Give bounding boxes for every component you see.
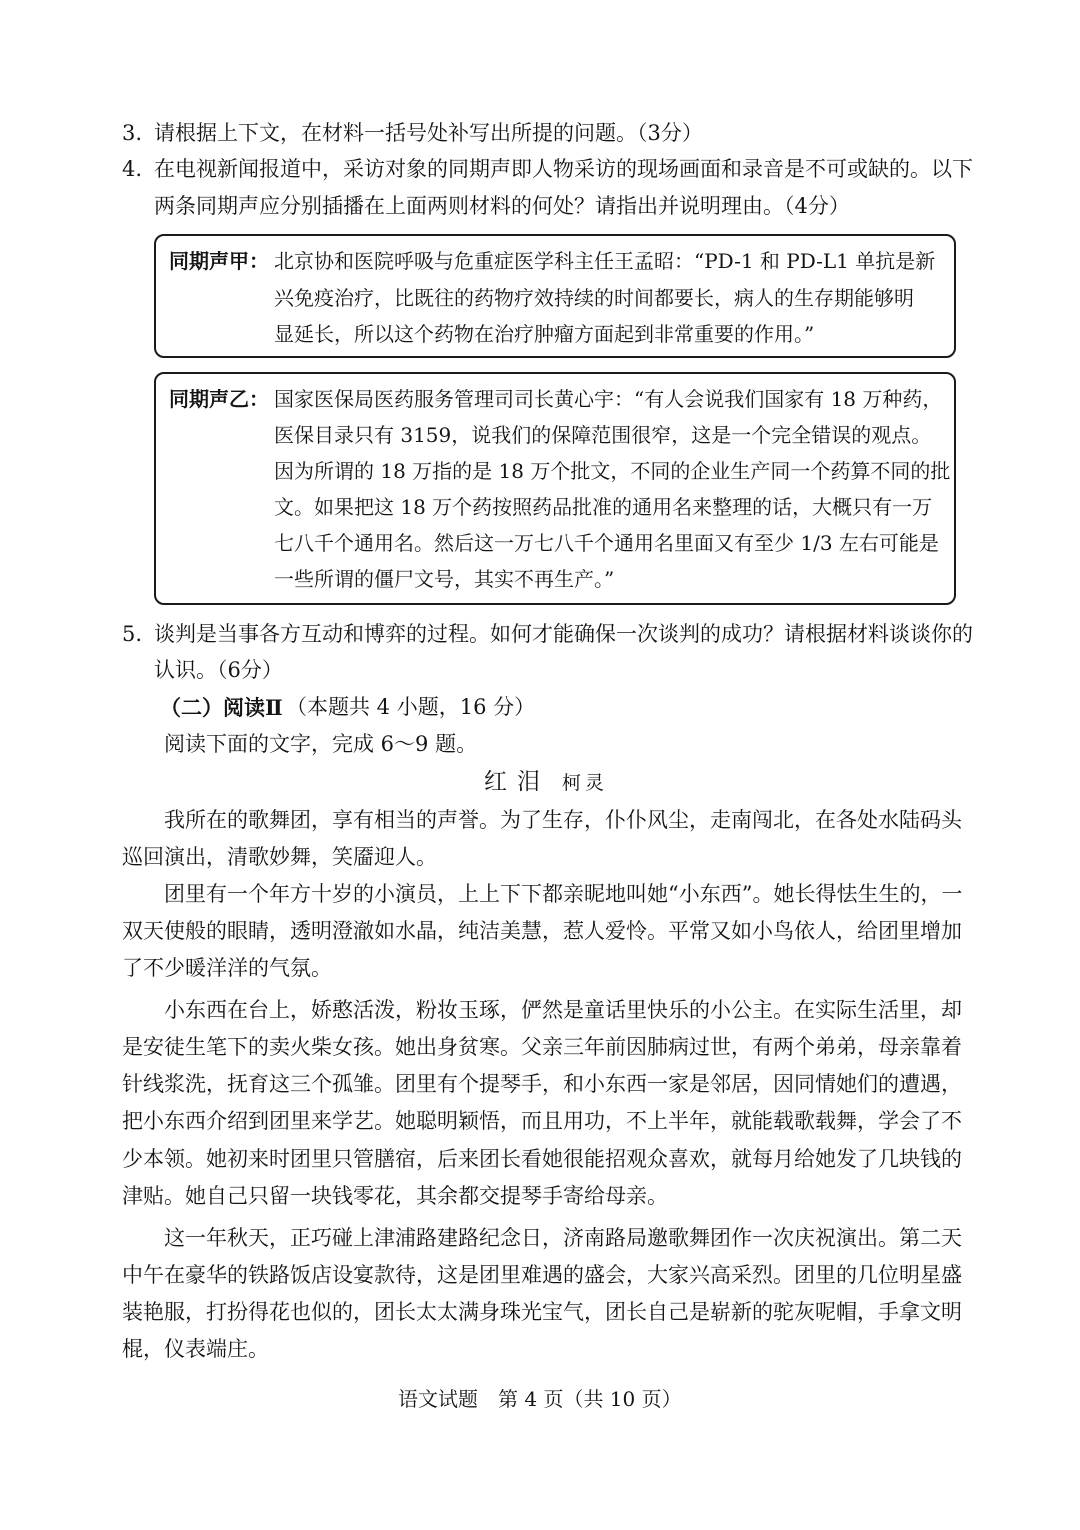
story-line: 这一年秋天，正巧碰上津浦路建路纪念日，济南路局邀歌舞团作一次庆祝演出。第二天 <box>164 1226 962 1250</box>
story-author: 柯灵 <box>562 772 609 794</box>
sound-bite-b-line: 一些所谓的僵尸文号，其实不再生产。” <box>274 567 615 591</box>
story-line: 是安徒生笔下的卖火柴女孩。她出身贫寒。父亲三年前因肺病过世，有两个弟弟，母亲靠着 <box>122 1035 962 1059</box>
question-4-number: 4. <box>122 157 143 181</box>
question-5-line-1: 谈判是当事各方互动和博弈的过程。如何才能确保一次谈判的成功？请根据材料谈谈你的 <box>154 622 973 646</box>
story-line: 针线浆洗，抚育这三个孤雏。团里有个提琴手，和小东西一家是邻居，因同情她们的遭遇， <box>122 1072 962 1096</box>
sound-bite-b-line: 文。如果把这 18 万个药按照药品批准的通用名来整理的话，大概只有一万 <box>274 495 933 519</box>
page-footer: 语文试题 第 4 页（共 10 页） <box>398 1387 682 1411</box>
sound-bite-b-line: 七八千个通用名。然后这一万七八千个通用名里面又有至少 1/3 左右可能是 <box>274 531 939 555</box>
story-line: 巡回演出，清歌妙舞，笑靥迎人。 <box>122 845 437 869</box>
story-line: 双天使般的眼睛，透明澄澈如水晶，纯洁美慧，惹人爱怜。平常又如小鸟依人，给团里增加 <box>122 919 962 943</box>
sound-bite-b-label: 同期声乙： <box>169 387 269 411</box>
section-heading: （二）阅读Ⅱ <box>160 695 283 720</box>
sound-bite-b-line: 因为所谓的 18 万指的是 18 万个批文，不同的企业生产同一个药算不同的批 <box>274 459 951 483</box>
sound-bite-a-line: 显延长，所以这个药物在治疗肿瘤方面起到非常重要的作用。” <box>274 322 815 346</box>
question-5-number: 5. <box>122 622 143 646</box>
sound-bite-a-label: 同期声甲： <box>169 249 269 273</box>
story-line: 中午在豪华的铁路饭店设宴款待，这是团里难遇的盛会，大家兴高采烈。团里的几位明星盛 <box>122 1263 962 1287</box>
question-4-line-2: 两条同期声应分别插播在上面两则材料的何处？请指出并说明理由。（4分） <box>154 194 850 218</box>
section-heading-detail: （本题共 4 小题，16 分） <box>286 695 536 719</box>
story-title: 红泪 <box>484 769 550 795</box>
section-instruction: 阅读下面的文字，完成 6～9 题。 <box>164 732 478 756</box>
story-line: 我所在的歌舞团，享有相当的声誉。为了生存，仆仆风尘，走南闯北，在各处水陆码头 <box>164 808 962 832</box>
sound-bite-a-box <box>154 234 956 358</box>
question-5-line-2: 认识。（6分） <box>154 658 283 682</box>
sound-bite-b-line: 医保目录只有 3159，说我们的保障范围很窄，这是一个完全错误的观点。 <box>274 423 932 447</box>
sound-bite-b-box <box>154 372 956 605</box>
story-line: 小东西在台上，娇憨活泼，粉妆玉琢，俨然是童话里快乐的小公主。在实际生活里，却 <box>164 998 962 1022</box>
story-line: 少本领。她初来时团里只管膳宿，后来团长看她很能招观众喜欢，就每月给她发了几块钱的 <box>122 1147 962 1171</box>
story-line: 把小东西介绍到团里来学艺。她聪明颖悟，而且用功，不上半年，就能载歌载舞，学会了不 <box>122 1109 962 1133</box>
story-line: 团里有一个年方十岁的小演员，上上下下都亲昵地叫她“小东西”。她长得怯生生的，一 <box>164 882 963 906</box>
story-line: 了不少暖洋洋的气氛。 <box>122 956 332 980</box>
story-line: 棍，仪表端庄。 <box>122 1337 269 1361</box>
sound-bite-a-line: 北京协和医院呼吸与危重症医学科主任王孟昭：“PD-1 和 PD-L1 单抗是新 <box>274 249 936 273</box>
sound-bite-a-line: 兴免疫治疗，比既往的药物疗效持续的时间都要长，病人的生存期能够明 <box>274 286 914 310</box>
question-3-number: 3. <box>122 121 143 145</box>
story-line: 装艳服，打扮得花也似的，团长太太满身珠光宝气，团长自己是崭新的驼灰呢帽，手拿文明 <box>122 1300 962 1324</box>
sound-bite-b-line: 国家医保局医药服务管理司司长黄心宇：“有人会说我们国家有 18 万种药， <box>274 387 943 411</box>
story-line: 津贴。她自己只留一块钱零花，其余都交提琴手寄给母亲。 <box>122 1184 668 1208</box>
question-3-text: 请根据上下文，在材料一括号处补写出所提的问题。（3分） <box>154 121 703 145</box>
question-4-line-1: 在电视新闻报道中，采访对象的同期声即人物采访的现场画面和录音是不可或缺的。以下 <box>154 157 973 181</box>
